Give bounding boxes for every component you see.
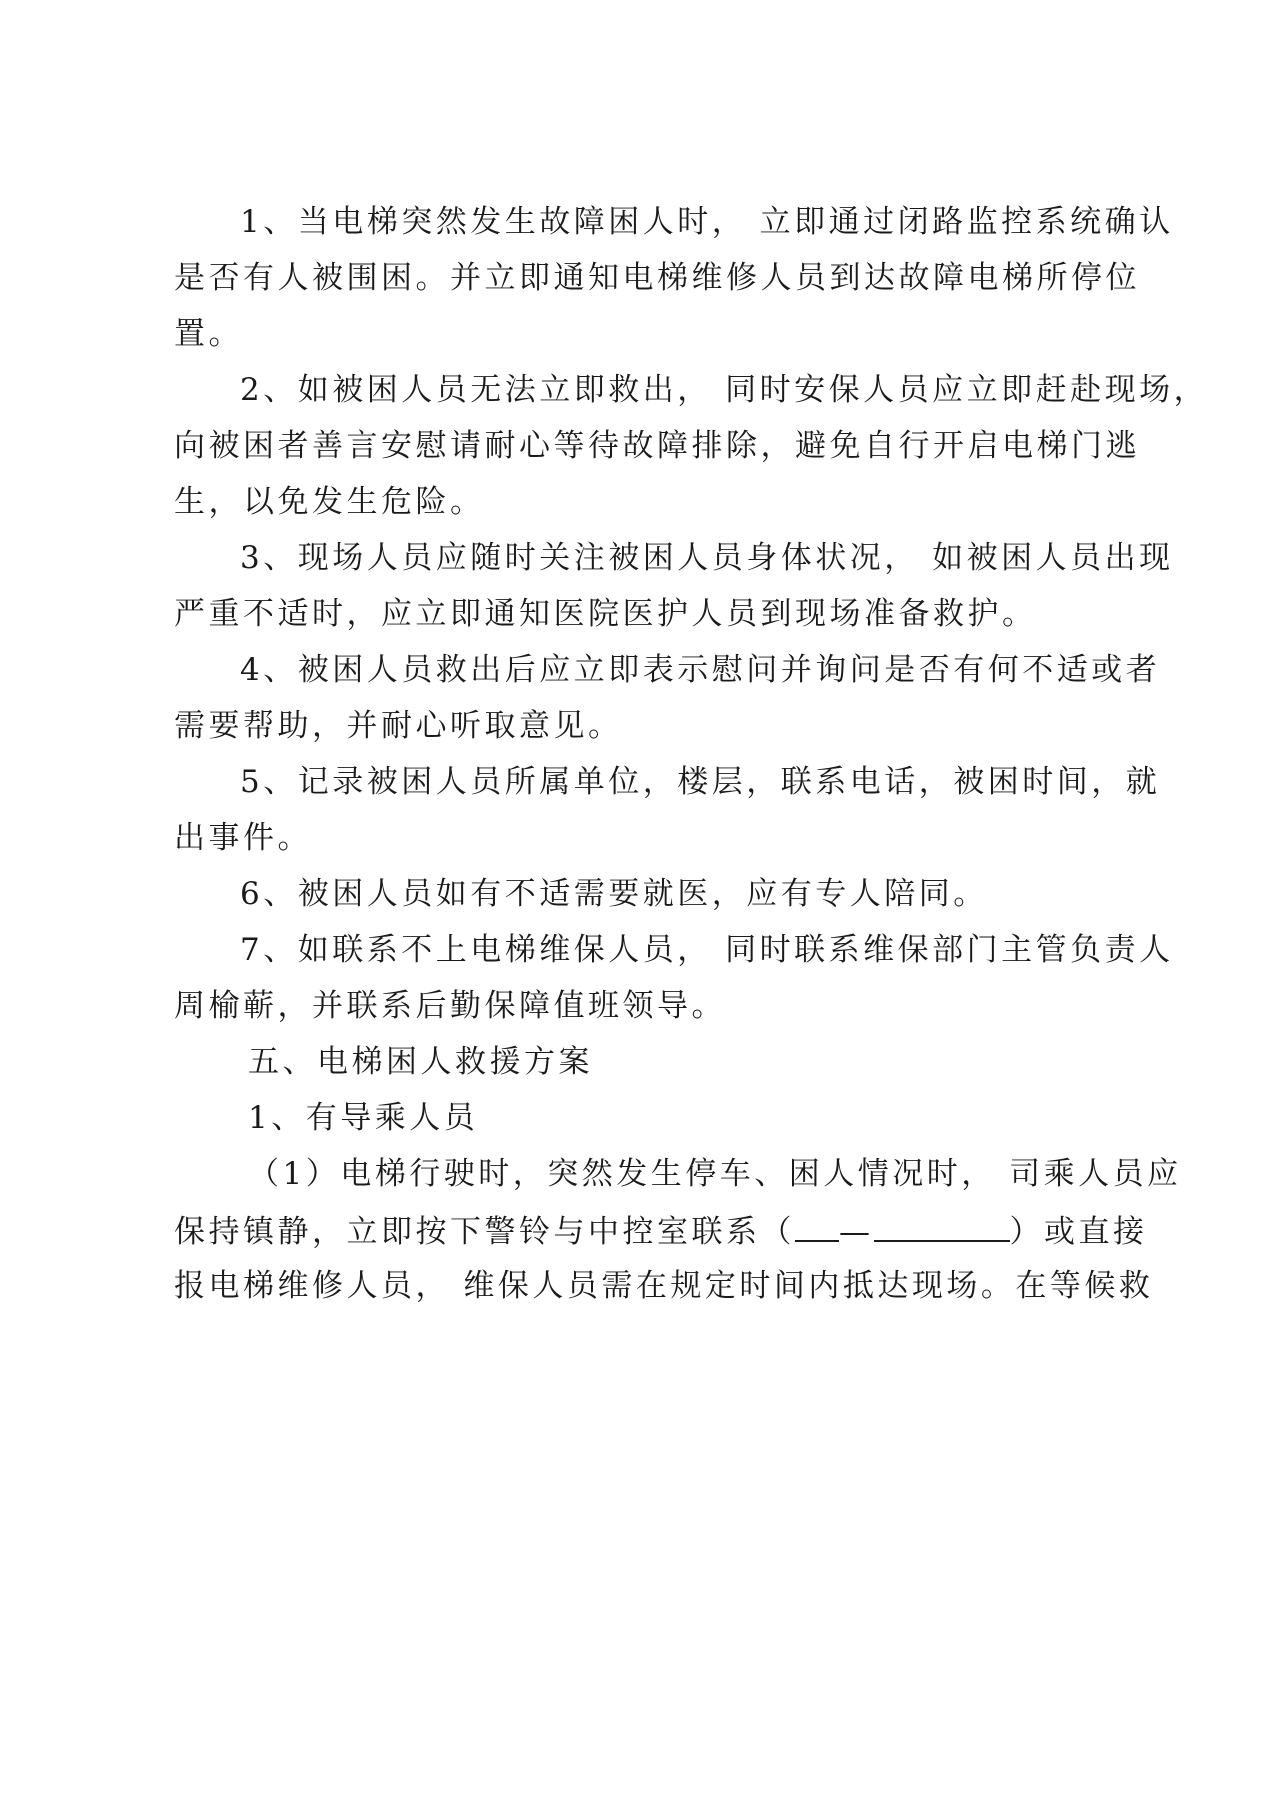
phone-number-blank	[874, 1206, 1010, 1242]
paragraph-8-line-1: （1）电梯行驶时，突然发生停车、困人情况时， 司乘人员应	[248, 1156, 1182, 1192]
phone-line-suffix: ）或直接	[1009, 1214, 1148, 1250]
paragraph-7-line-2: 周榆蕲，并联系后勤保障值班领导。	[174, 988, 726, 1024]
phone-dash: —	[839, 1214, 874, 1250]
paragraph-1-line-2: 是否有人被围困。并立即通知电梯维修人员到达故障电梯所停位	[174, 260, 1140, 296]
paragraph-2-line-1: 2、如被困人员无法立即救出， 同时安保人员应立即赶赴现场，	[240, 372, 1209, 408]
phone-line-prefix: 保持镇静，立即按下警铃与中控室联系（	[174, 1214, 795, 1250]
paragraph-1-line-1: 1、当电梯突然发生故障困人时， 立即通过闭路监控系统确认	[240, 204, 1174, 240]
paragraph-3-line-2: 严重不适时，应立即通知医院医护人员到现场准备救护。	[174, 596, 1037, 632]
paragraph-4-line-1: 4、被困人员救出后应立即表示慰问并询问是否有何不适或者	[240, 652, 1161, 688]
paragraph-4-line-2: 需要帮助，并耐心听取意见。	[174, 708, 623, 744]
paragraph-5-line-1: 5、记录被困人员所属单位，楼层，联系电话，被困时间，就	[240, 764, 1161, 800]
paragraph-5-line-2: 出事件。	[174, 820, 312, 856]
paragraph-1-line-3: 置。	[174, 316, 243, 352]
subsection-heading: 1、有导乘人员	[248, 1100, 479, 1136]
paragraph-2-line-3: 生，以免发生危险。	[174, 484, 485, 520]
paragraph-6-line-1: 6、被困人员如有不适需要就医，应有专人陪同。	[240, 876, 988, 912]
section-heading: 五、电梯困人救援方案	[248, 1044, 593, 1080]
paragraph-7-line-1: 7、如联系不上电梯维保人员， 同时联系维保部门主管负责人	[240, 932, 1174, 968]
paragraph-2-line-2: 向被困者善言安慰请耐心等待故障排除，避免自行开启电梯门逃	[174, 428, 1140, 464]
paragraph-8-line-2	[174, 1206, 1148, 1254]
paragraph-8-line-3: 报电梯维修人员， 维保人员需在规定时间内抵达现场。在等候救	[174, 1268, 1154, 1304]
phone-area-code-blank	[795, 1206, 839, 1242]
paragraph-3-line-1: 3、现场人员应随时关注被困人员身体状况， 如被困人员出现	[240, 540, 1174, 576]
